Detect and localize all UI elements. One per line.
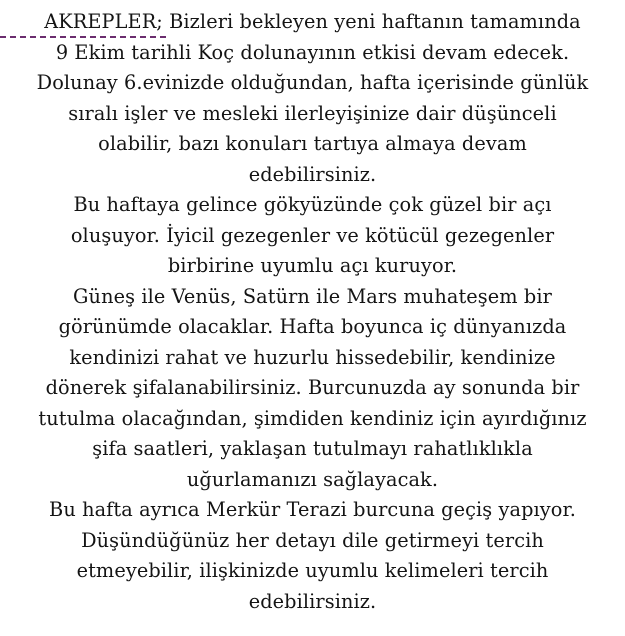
text-line: birbirine uyumlu açı kuruyor.	[167, 254, 458, 277]
text-line: sıralı işler ve mesleki ilerleyişinize dair düşünceli	[68, 101, 557, 125]
text-line: uğurlamanızı sağlayacak.	[186, 467, 439, 491]
text-line: 9 Ekim tarihli Koç dolunayının etkisi devam edecek.	[55, 40, 570, 64]
text-line: Düşündüğünüz her detayı dile getirmeyi tercih	[81, 528, 544, 552]
text-line: görünümde olacaklar. Hafta boyunca iç dünyanızda	[58, 315, 567, 338]
text-line: edebilirsiniz.	[248, 162, 377, 186]
text-line: şifa saatleri, yaklaşan tutulmayı rahatlıklıkla	[92, 437, 533, 460]
text-line: Bu hafta ayrıca Merkür Terazi burcuna geçiş yapıyor.	[49, 498, 576, 521]
text-line: Güneş ile Venüs, Satürn ile Mars muhateşem bir	[73, 284, 552, 308]
text-line: etmeyebilir, ilişkinizde uyumlu kelimeleri tercih	[76, 559, 549, 582]
text-line: kendinizi rahat ve huzurlu hissedebilir, kendinize	[69, 345, 556, 369]
text-line: AKREPLER; Bizleri bekleyen yeni haftanın tamamında	[44, 10, 581, 33]
text-line: oluşuyor. İyicil gezegenler ve kötücül gezegenler	[70, 223, 555, 247]
text-line: Bu haftaya gelince gökyüzünde çok güzel bir açı	[73, 193, 552, 216]
text-line: olabilir, bazı konuları tartıya almaya devam	[98, 132, 527, 155]
text-line: dönerek şifalanabilirsiniz. Burcunuzda ay sonunda bir	[45, 376, 580, 399]
text-line: Dolunay 6.evinizde olduğundan, hafta içerisinde günlük	[36, 71, 589, 94]
text-line: edebilirsiniz.	[248, 589, 377, 613]
horoscope-text	[6, 7, 619, 617]
text-line: tutulma olacağından, şimdiden kendiniz için ayırdığınız	[38, 406, 587, 430]
